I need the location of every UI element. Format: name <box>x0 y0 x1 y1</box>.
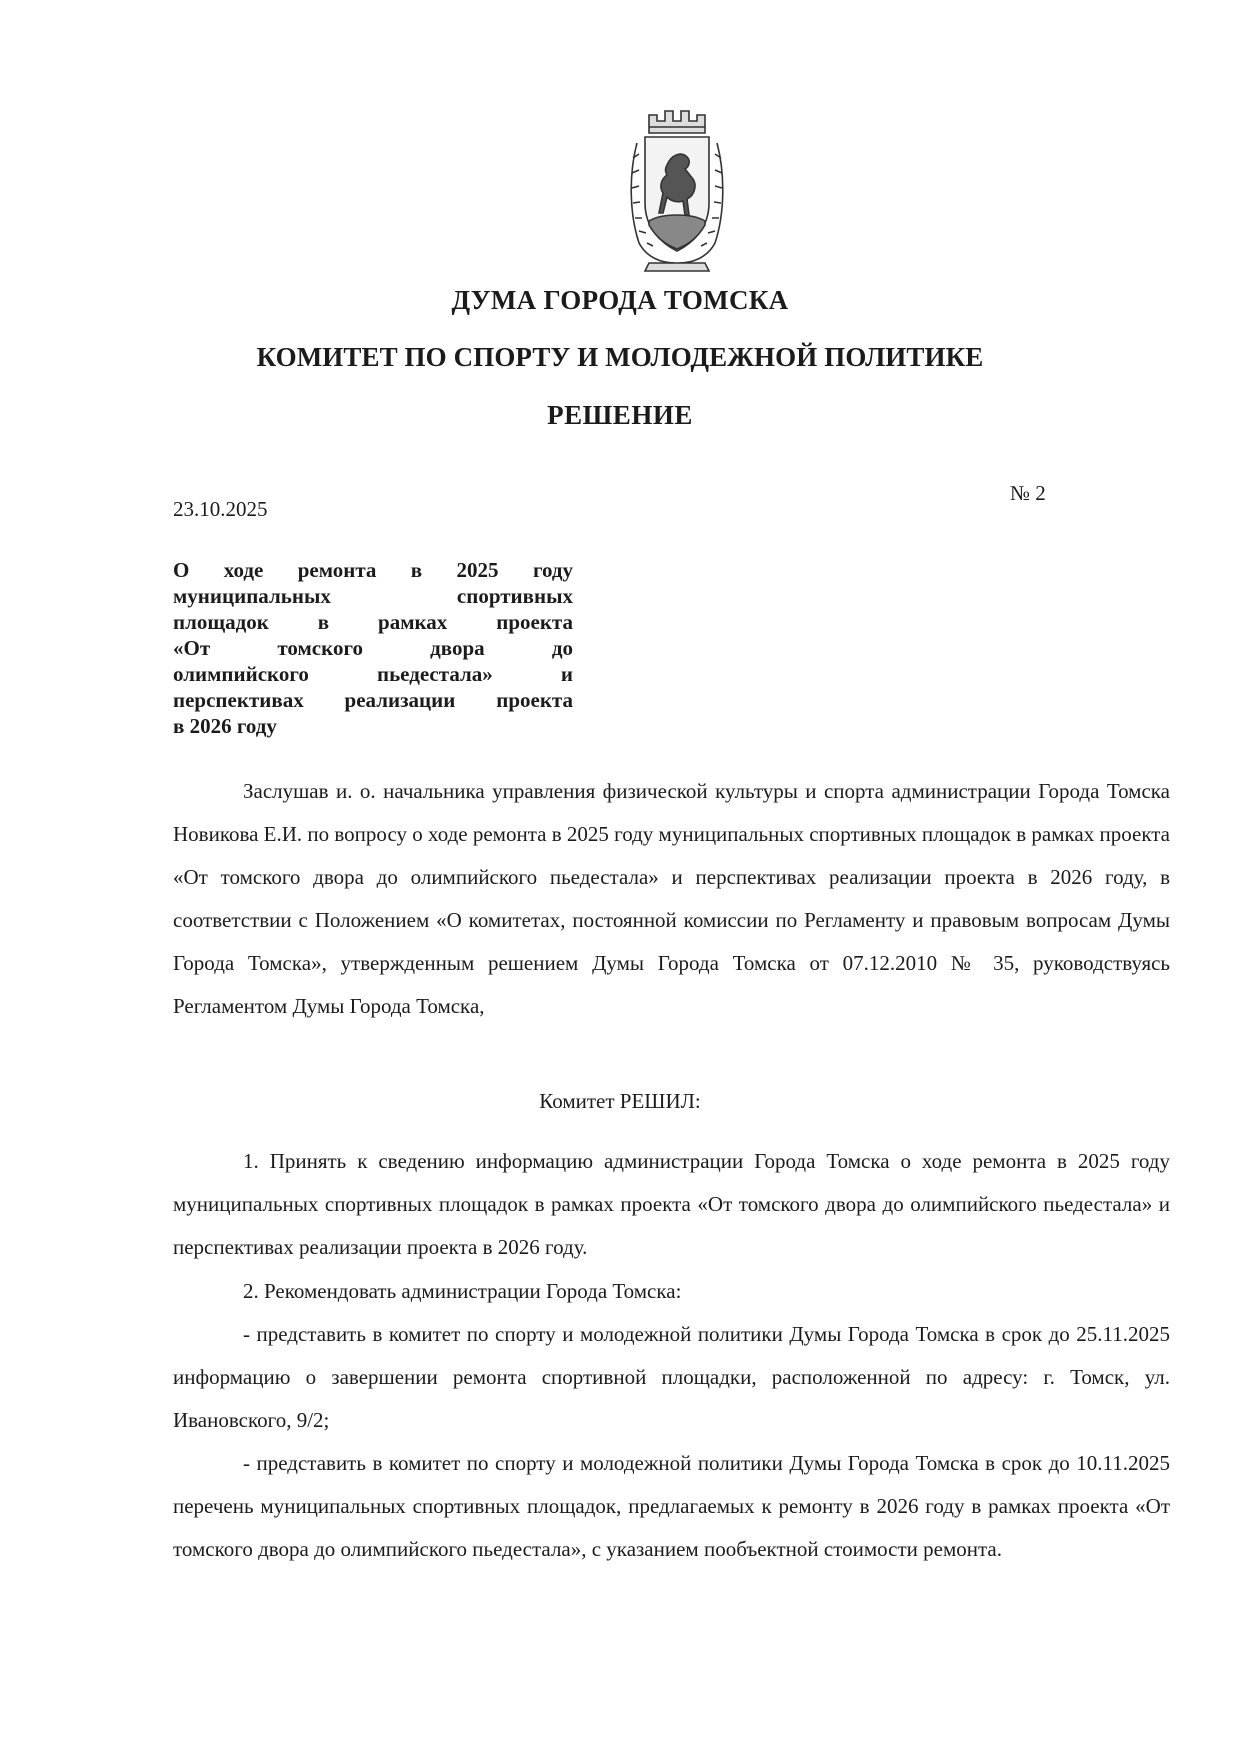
subject-line: О ходе ремонта в 2025 году <box>173 558 573 582</box>
committee-title: КОМИТЕТ ПО СПОРТУ И МОЛОДЕЖНОЙ ПОЛИТИКЕ <box>256 342 984 372</box>
document-type-title: РЕШЕНИЕ <box>547 400 693 430</box>
subject-line: перспективах реализации проекта <box>173 688 573 712</box>
decision-item-1: 1. Принять к сведению информацию администрации Города Томска о ходе ремонта в 2025 году муниципальных спортивных площадок в рамках проекта «От томского двора до олимпийского пьедестала» и перспективах реализации проекта в 2026 году. <box>173 1149 1170 1259</box>
duma-title: ДУМА ГОРОДА ТОМСКА <box>451 285 789 315</box>
subject-line: площадок в рамках проекта <box>173 610 573 634</box>
subject-line: олимпийского пьедестала» и <box>173 662 573 686</box>
document-number: № 2 <box>1010 481 1046 505</box>
intro-paragraph: Заслушав и. о. начальника управления физической культуры и спорта администрации Города Томска Новикова Е.И. по вопросу о ходе ремонта в 2025 году муниципальных спортивных площадок в рамках проекта «От томского двора до олимпийского пьедестала» и перспективах реализации проекта в 2026 году, в соответствии с Положением «О комитетах, постоянной комиссии по Регламенту и правовым вопросам Думы Города Томска», утвержденным решением Думы Города Томска от 07.12.2010 № 35, руководствуясь Регламентом Думы Города Томска, <box>173 779 1170 1018</box>
recommendation-item-2: - представить в комитет по спорту и молодежной политики Думы Города Томска в срок до 10.11.2025 перечень муниципальных спортивных площадок, предлагаемых к ремонту в 2026 году в рамках проекта «От томского двора до олимпийского пьедестала», с указанием пообъектной стоимости ремонта. <box>173 1451 1170 1561</box>
document-subject <box>173 557 573 739</box>
document-date: 23.10.2025 <box>173 497 268 521</box>
subject-line: в 2026 году <box>173 714 277 738</box>
decision-item-2: 2. Рекомендовать администрации Города Томска: <box>243 1279 682 1303</box>
subject-line: «От томского двора до <box>173 636 573 660</box>
resolved-heading: Комитет РЕШИЛ: <box>539 1089 701 1113</box>
subject-line: муниципальных спортивных <box>173 584 573 608</box>
recommendation-item-1: - представить в комитет по спорту и молодежной политики Думы Города Томска в срок до 25.11.2025 информацию о завершении ремонта спортивной площадки, расположенной по адресу: г. Томск, ул. Ивановского, 9/2; <box>173 1322 1170 1432</box>
tomsk-coat-of-arms-icon <box>627 103 727 278</box>
